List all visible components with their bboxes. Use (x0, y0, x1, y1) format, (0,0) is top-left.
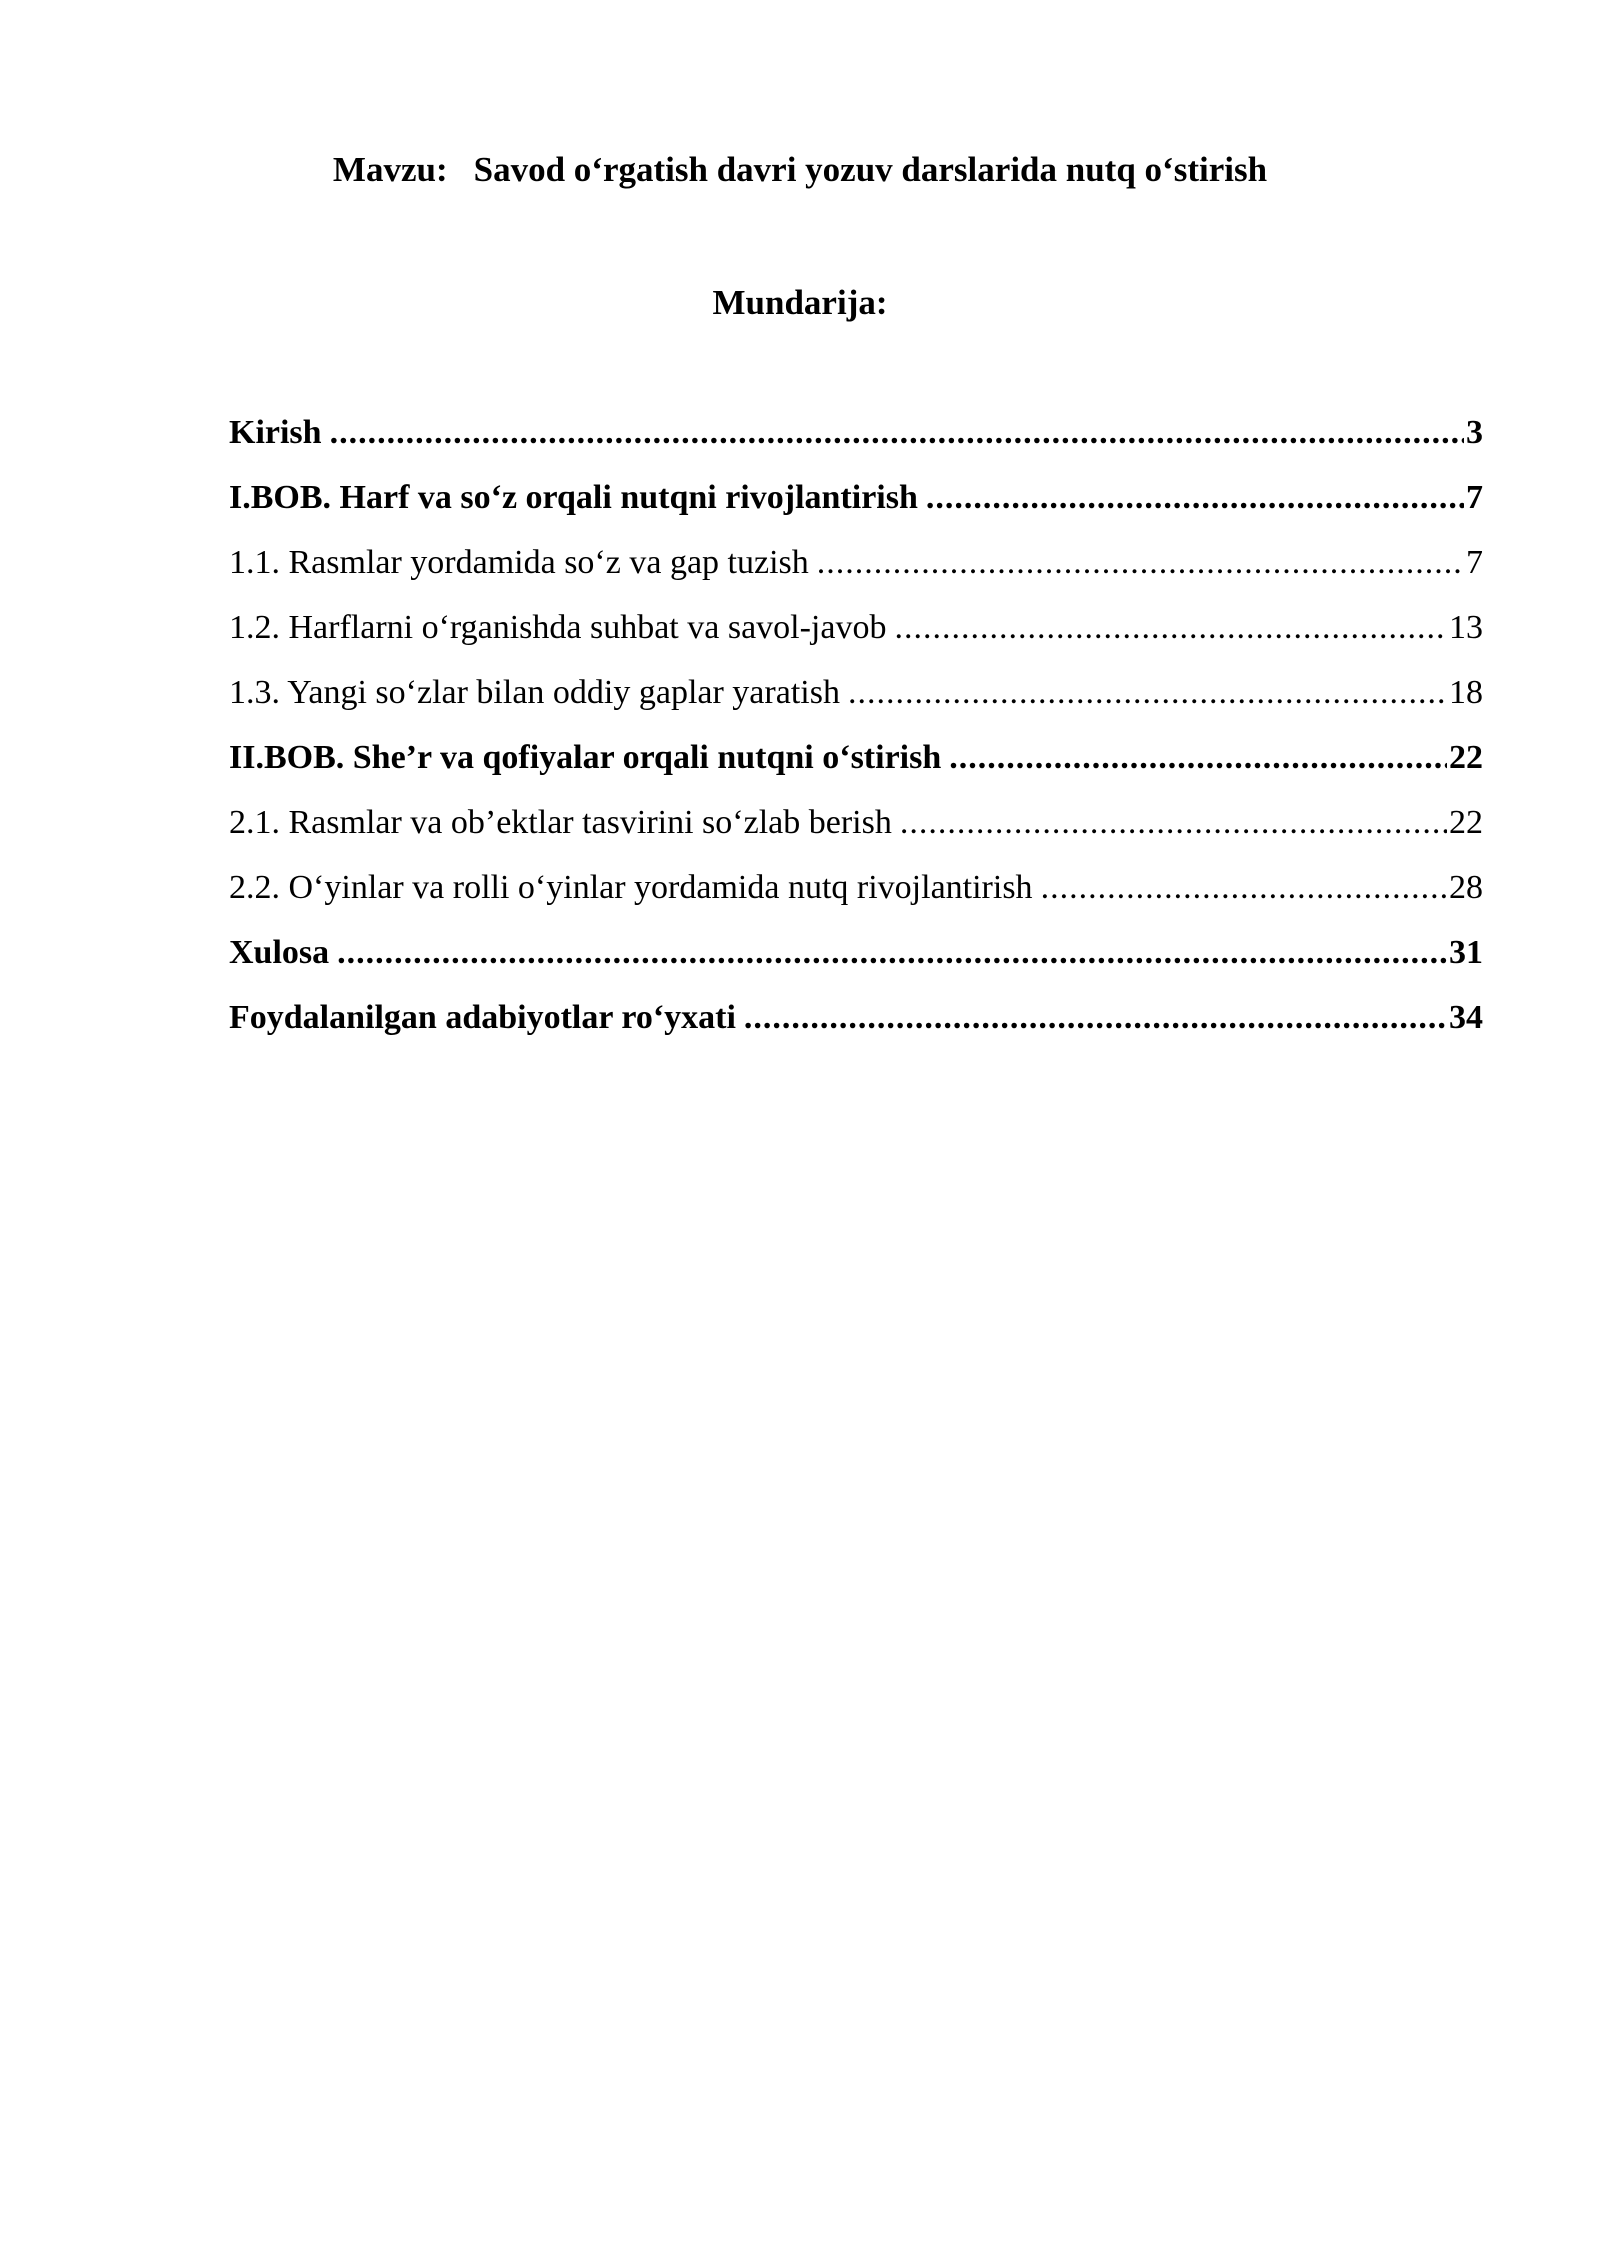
toc-entry-title: II.BOB. She’r va qofiyalar orqali nutqni o‘stirish (229, 739, 942, 776)
toc-dot-leader (900, 800, 1447, 846)
toc-entry-kirish (229, 410, 1483, 475)
topic-title: Savod o‘rgatish davri yozuv darslarida nutq o‘stirish (473, 150, 1268, 189)
toc-dot-leader (817, 540, 1464, 586)
toc-dot-leader (744, 995, 1447, 1041)
toc-entry-chapter-2 (229, 735, 1483, 800)
toc-dot-leader (1041, 865, 1447, 911)
toc-entry-title: Xulosa (229, 934, 330, 971)
toc-entry-title: 1.1. Rasmlar yordamida so‘z va gap tuzish (229, 544, 809, 581)
toc-entry-page: 28 (1449, 869, 1483, 906)
toc-entry-page: 31 (1449, 934, 1483, 971)
toc-entry-chapter-1 (229, 475, 1483, 540)
toc-entry-title: Kirish (229, 414, 322, 451)
toc-heading: Mundarija: (712, 283, 888, 322)
toc-entry-section-1-2 (229, 605, 1483, 670)
topic-line (0, 150, 1600, 190)
toc-entry-title: Foydalanilgan adabiyotlar ro‘yxati (229, 999, 736, 1036)
toc-entry-title: 1.2. Harflarni o‘rganishda suhbat va savol-javob (229, 609, 887, 646)
toc-dot-leader (337, 930, 1447, 976)
toc-entry-title: 1.3. Yangi so‘zlar bilan oddiy gaplar yaratish (229, 674, 840, 711)
toc-entry-page: 7 (1466, 479, 1483, 516)
toc-entry-section-1-3 (229, 670, 1483, 735)
toc-entry-page: 7 (1466, 544, 1483, 581)
table-of-contents (229, 410, 1483, 1060)
toc-entry-xulosa (229, 930, 1483, 995)
toc-entry-section-1-1 (229, 540, 1483, 605)
toc-dot-leader (926, 475, 1464, 521)
toc-dot-leader (330, 410, 1464, 456)
toc-entry-title: 2.1. Rasmlar va ob’ektlar tasvirini so‘zlab berish (229, 804, 892, 841)
toc-entry-title: I.BOB. Harf va so‘z orqali nutqni rivojlantirish (229, 479, 918, 516)
toc-entry-section-2-1 (229, 800, 1483, 865)
toc-entry-page: 3 (1466, 414, 1483, 451)
toc-entry-section-2-2 (229, 865, 1483, 930)
toc-entry-page: 22 (1449, 739, 1483, 776)
toc-entry-page: 34 (1449, 999, 1483, 1036)
toc-entry-page: 18 (1449, 674, 1483, 711)
toc-entry-page: 22 (1449, 804, 1483, 841)
toc-entry-title: 2.2. O‘yinlar va rolli o‘yinlar yordamida nutq rivojlantirish (229, 869, 1033, 906)
topic-label: Mavzu: (332, 150, 448, 189)
toc-dot-leader (894, 605, 1447, 651)
toc-entry-page: 13 (1449, 609, 1483, 646)
toc-entry-references (229, 995, 1483, 1060)
toc-dot-leader (949, 735, 1447, 781)
toc-dot-leader (848, 670, 1447, 716)
